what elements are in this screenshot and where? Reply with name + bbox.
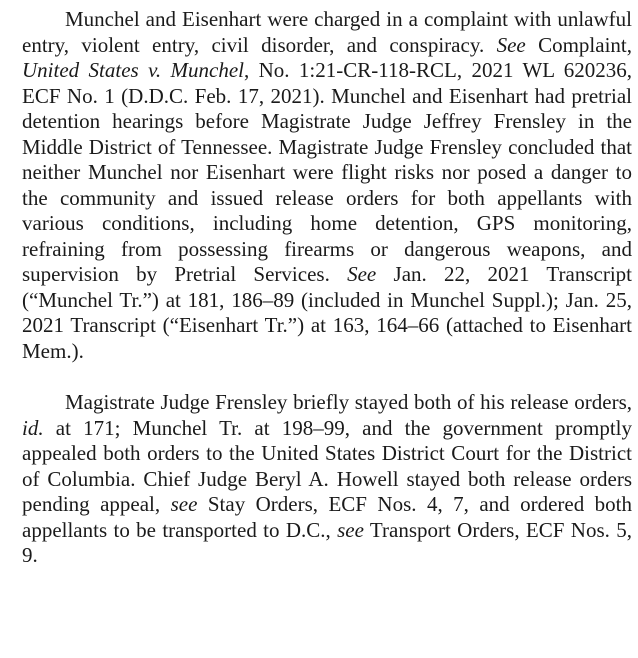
- paragraph-2: [22, 390, 632, 569]
- citation-signal: id.: [22, 415, 44, 440]
- citation-signal: see: [337, 517, 364, 542]
- text-run: Magistrate Judge Frensley briefly stayed both of his release orders,: [65, 390, 632, 414]
- case-name: United States v. Munchel: [22, 58, 244, 82]
- paragraph-spacer: [22, 364, 632, 390]
- text-run: , No. 1:21-CR-118-RCL, 2021 WL 620236, ECF No. 1 (D.D.C. Feb. 17, 2021). Munchel and Eisenhart had pretrial detention hearings before Magistrate Judge Jeffrey Frensley in the Middle District of Tennessee. Magistrate Judge Frensley concluded that neither Munchel nor Eisenhart were flight risks nor posed a danger to the community and issued release orders for both appellants with various conditions, including home detention, GPS monitoring, refraining from possessing firearms or dangerous weapons, and supervision by Pretrial Services.: [22, 58, 632, 286]
- citation-signal: see: [170, 492, 198, 516]
- text-run: Complaint,: [525, 32, 632, 57]
- document-page: [22, 7, 632, 569]
- text-run: Transport Orders, ECF Nos. 5, 9.: [22, 517, 632, 567]
- citation-signal: See: [496, 32, 526, 57]
- text-run: Munchel and Eisenhart were charged in a complaint with unlawful entry, violent entry, civil disorder, and conspiracy.: [22, 7, 632, 57]
- citation-signal: See: [347, 262, 377, 286]
- text-run: at 171; Munchel Tr. at 198–99, and the government promptly appealed both orders to the United States District Court for the District of Columbia. Chief Judge Beryl A. Howell stayed both release orders pending appeal,: [22, 415, 632, 516]
- text-run: Stay Orders, ECF Nos. 4, 7, and ordered both appellants to be transported to D.C.,: [22, 492, 632, 542]
- text-run: Jan. 22, 2021 Transcript (“Munchel Tr.”) at 181, 186–89 (included in Munchel Suppl.); Jan. 25, 2021 Transcript (“Eisenhart Tr.”) at 163, 164–66 (attached to Eisenhart Mem.).: [22, 262, 632, 363]
- paragraph-1: [22, 7, 632, 364]
